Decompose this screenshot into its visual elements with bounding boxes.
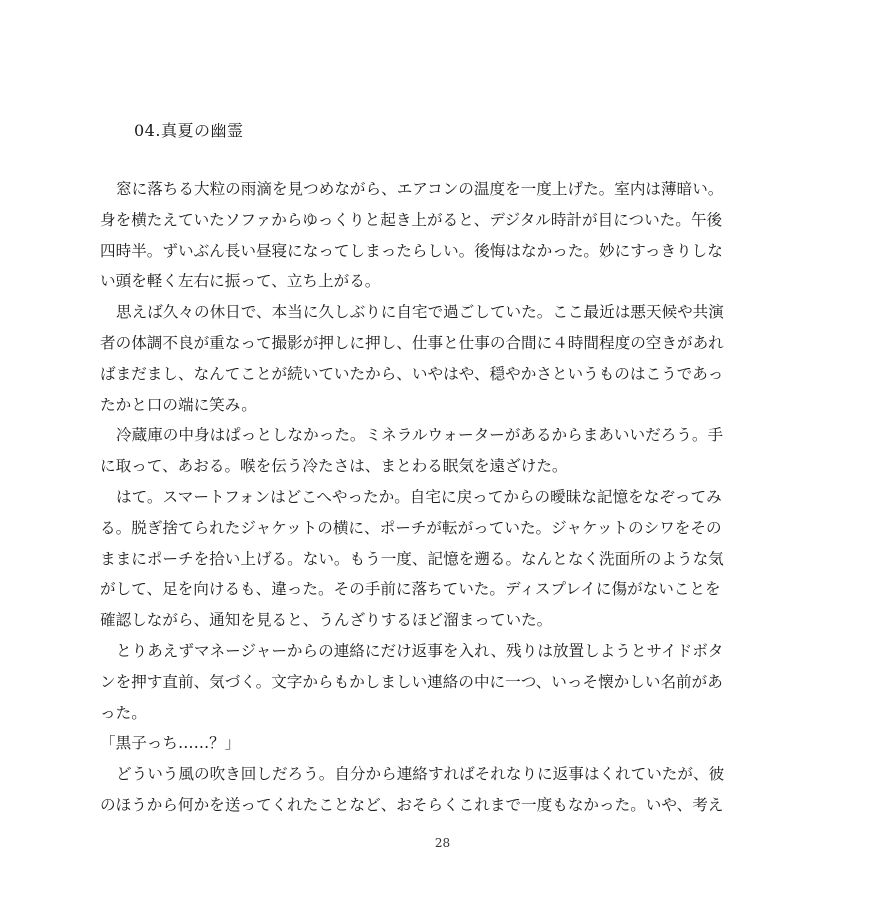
text-line: に取って、あおる。喉を伝う冷たさは、まとわる眠気を遠ざけた。	[100, 457, 568, 476]
text-line: る。脱ぎ捨てられたジャケットの横に、ポーチが転がっていた。ジャケットのシワをその	[100, 518, 722, 537]
text-line: ままにポーチを拾い上げる。ない。もう一度、記憶を遡る。なんとなく洗面所のような気	[100, 549, 724, 568]
text-line: がして、足を向けるも、違った。その手前に落ちていた。ディスプレイに傷がないことを	[100, 580, 721, 599]
text-line: はて。スマートフォンはどこへやったか。自宅に戻ってからの曖昧な記憶をなぞってみ	[116, 487, 722, 506]
text-line: 者の体調不良が重なって撮影が押しに押し、仕事と仕事の合間に４時間程度の空きがあれ	[100, 333, 724, 352]
text-line: どういう風の吹き回しだろう。自分から連絡すればそれなりに返事はくれていたが、彼	[116, 765, 725, 784]
text-line: 四時半。ずいぶん長い昼寝になってしまったらしい。後悔はなかった。妙にすっきりしな	[100, 241, 723, 260]
text-line: のほうから何かを送ってくれたことなど、おそらくこれまで一度もなかった。いや、考え	[100, 795, 724, 814]
text-line: 「黒子っち……？」	[100, 734, 241, 753]
chapter-title: 04.真夏の幽霊	[134, 121, 244, 140]
text-line: ばまだまし、なんてことが続いていたから、いやはや、穏やかさというものはこうであっ	[100, 364, 724, 383]
body-text	[100, 174, 810, 821]
text-line: 冷蔵庫の中身はぱっとしなかった。ミネラルウォーターがあるからまあいいだろう。手	[116, 426, 724, 445]
page-number: 28	[434, 836, 451, 850]
text-line: 身を横たえていたソファからゆっくりと起き上がると、デジタル時計が目についた。午後	[100, 210, 723, 229]
text-line: 確認しながら、通知を見ると、うんざりするほど溜まっていた。	[100, 611, 553, 630]
text-line: たかと口の端に笑み。	[100, 395, 257, 414]
text-line: 思えば久々の休日で、本当に久しぶりに自宅で過ごしていた。ここ最近は悪天候や共演	[116, 303, 724, 322]
text-line: ンを押す直前、気づく。文字からもかしましい連絡の中に一つ、いっそ懐かしい名前があ	[100, 672, 723, 691]
text-line: とりあえずマネージャーからの連絡にだけ返事を入れ、残りは放置しようとサイドボタ	[116, 641, 724, 660]
text-line: い頭を軽く左右に振って、立ち上がる。	[100, 272, 381, 291]
text-line: った。	[100, 703, 147, 722]
text-line: 窓に落ちる大粒の雨滴を見つめながら、エアコンの温度を一度上げた。室内は薄暗い。	[116, 180, 724, 198]
